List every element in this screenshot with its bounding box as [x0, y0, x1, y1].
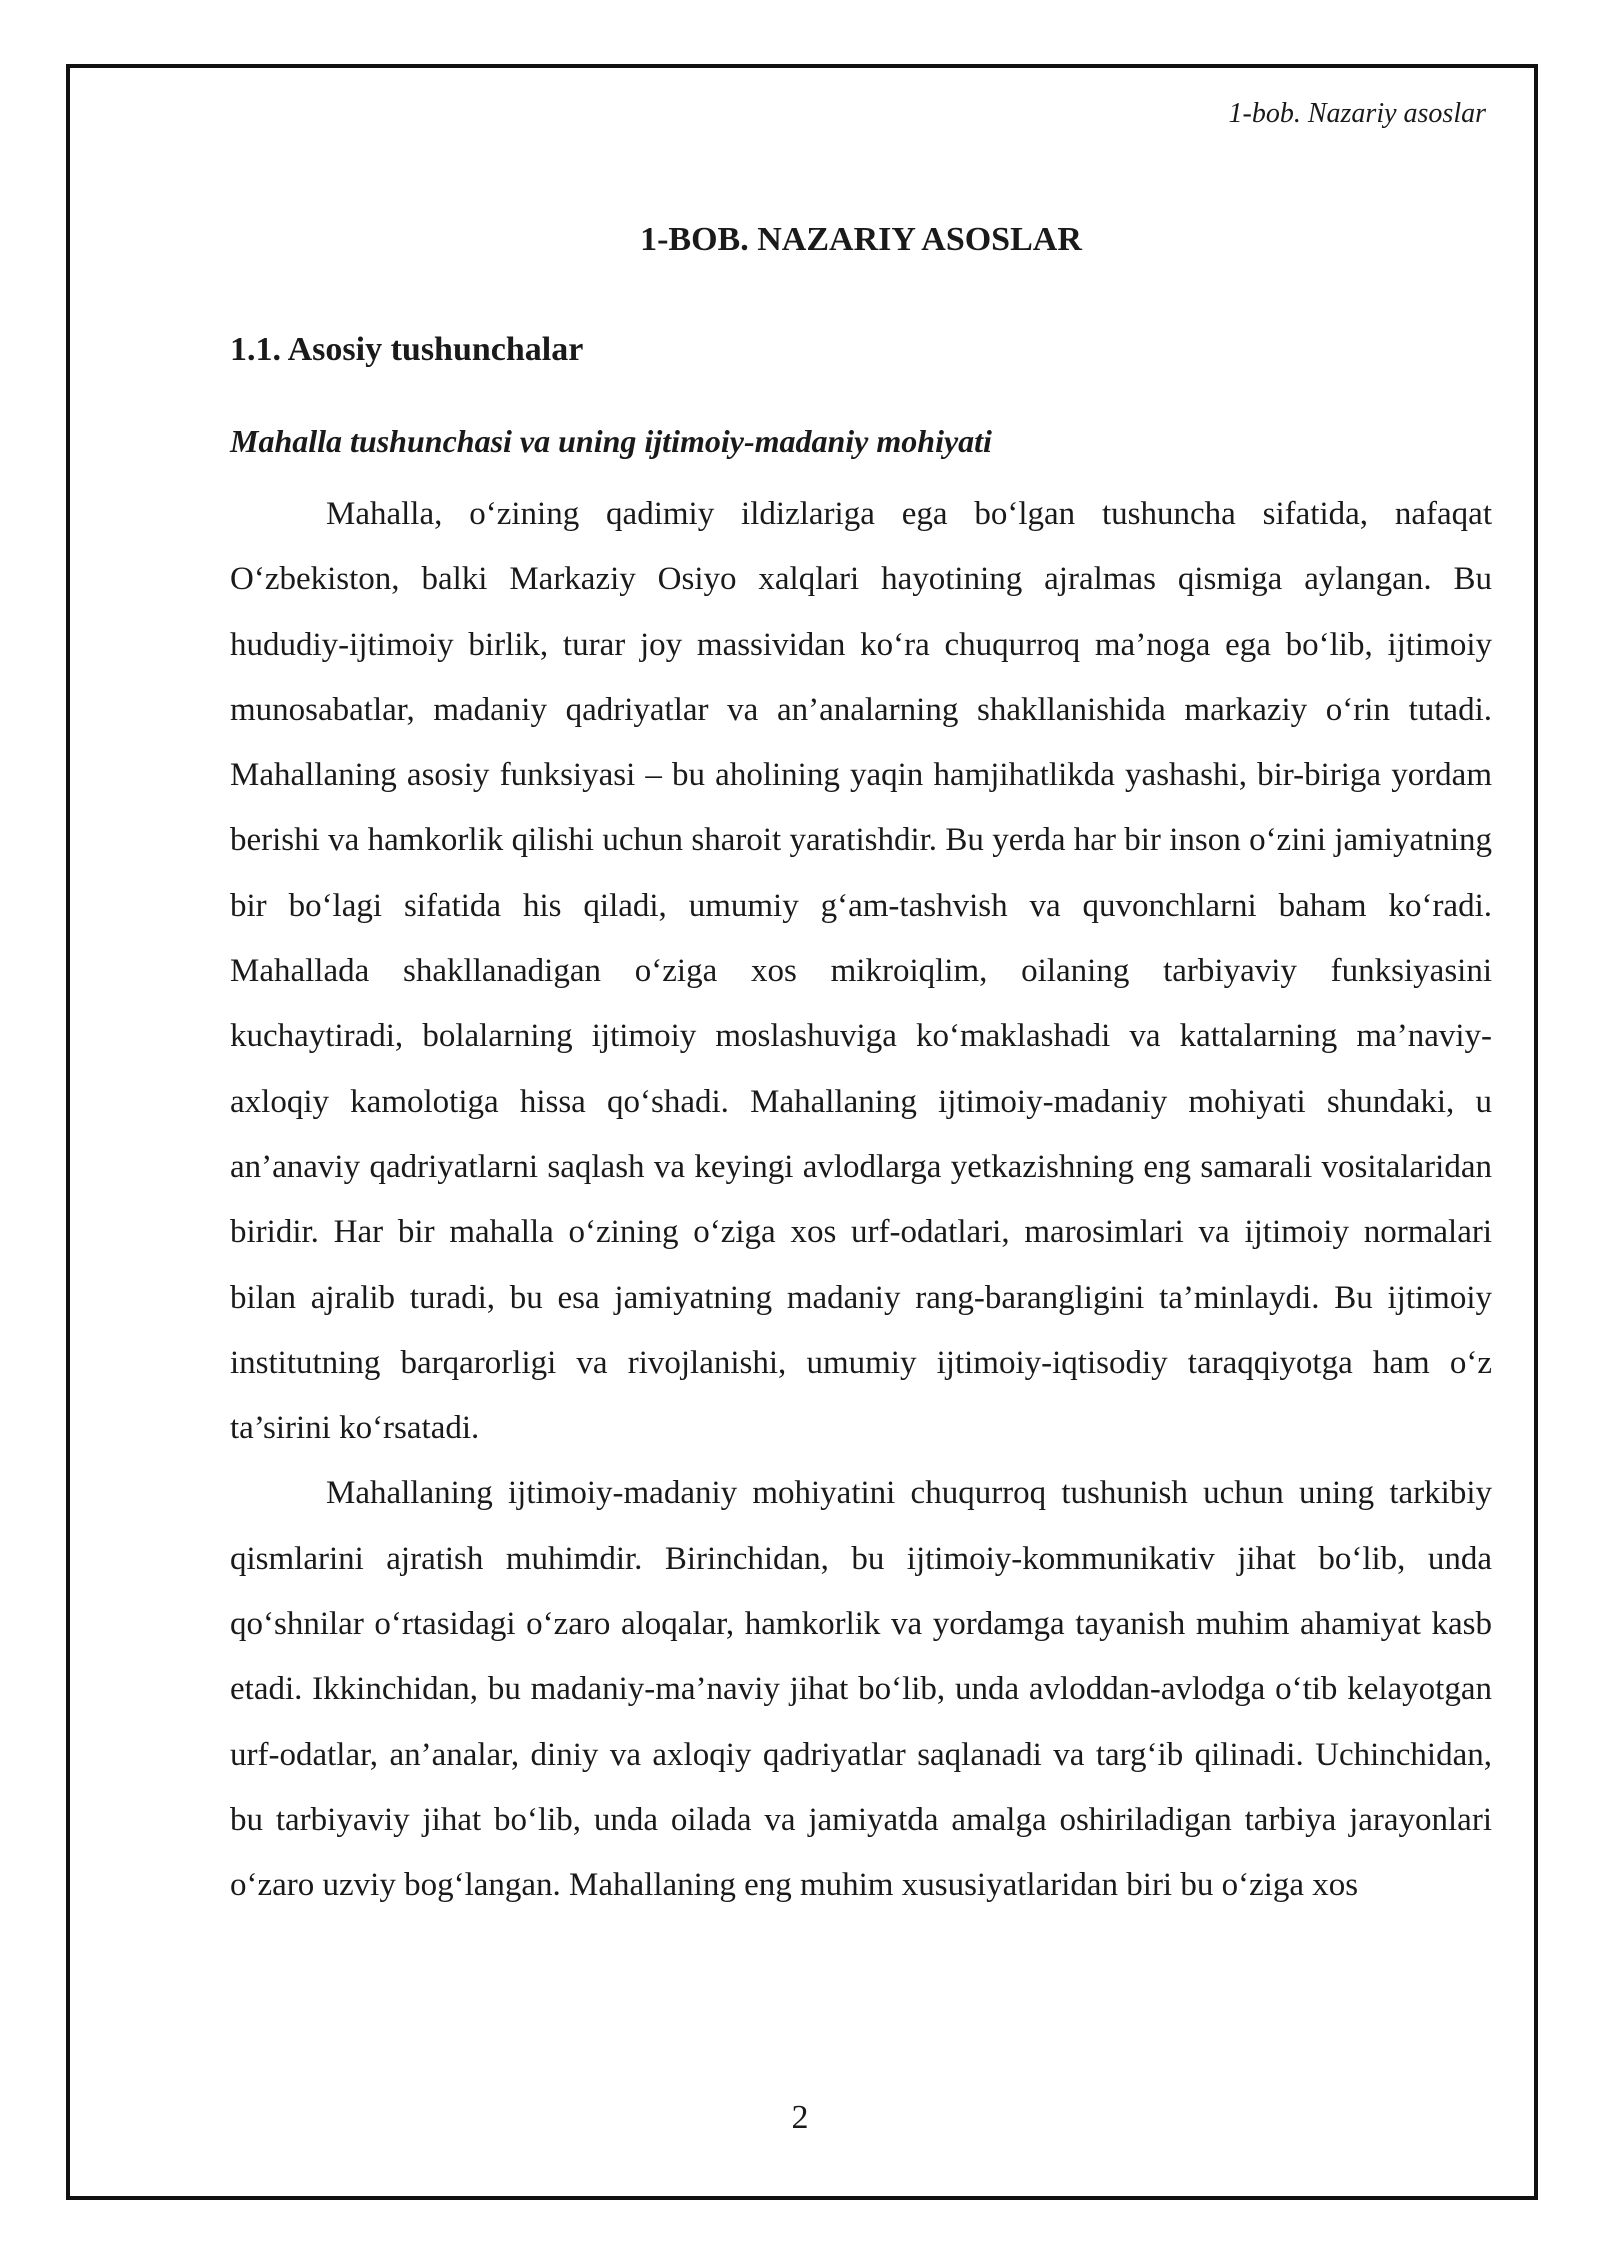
chapter-title: 1-BOB. NAZARIY ASOSLAR	[640, 221, 1082, 258]
paragraph: Mahallaning ijtimoiy-madaniy mohiyatini chuqurroq tushunish uchun uning tarkibiy qismlarini ajratish muhimdir. Birinchidan, bu ijtimoiy-kommunikativ jihat bo‘lib, unda qo‘shnilar o‘rtasidagi o‘zaro aloqalar, hamkorlik va yordamga tayanish muhim ahamiyat kasb etadi. Ikkinchidan, bu madaniy-ma’naviy jihat bo‘lib, unda avloddan-avlodga o‘tib kelayotgan urf-odatlar, an’analar, diniy va axloqiy qadriyatlar saqlanadi va targ‘ib qilinadi. Uchinchidan, bu tarbiyaviy jihat bo‘lib, unda oilada va jamiyatda amalga oshiriladigan tarbiya jarayonlari o‘zaro uzviy bog‘langan. Mahallaning eng muhim xususiyatlaridan biri bu o‘ziga xos	[230, 1475, 1492, 1904]
running-header: 1-bob. Nazariy asoslar	[1228, 98, 1486, 129]
paragraph: Mahalla, o‘zining qadimiy ildizlariga ega bo‘lgan tushuncha sifatida, nafaqat O‘zbekiston, balki Markaziy Osiyo xalqlari hayotining ajralmas qismiga aylangan. Bu hududiy-ijtimoiy birlik, turar joy massividan ko‘ra chuqurroq ma’noga ega bo‘lib, ijtimoiy munosabatlar, madaniy qadriyatlar va an’analarning shakllanishida markaziy o‘rin tutadi. Mahallaning asosiy funksiyasi – bu aholining yaqin hamjihatlikda yashashi, bir-biriga yordam berishi va hamkorlik qilishi uchun sharoit yaratishdir. Bu yerda har bir inson o‘zini jamiyatning bir bo‘lagi sifatida his qiladi, umumiy g‘am-tashvish va quvonchlarni baham ko‘radi. Mahallada shakllanadigan o‘ziga xos mikroiqlim, oilaning tarbiyaviy funksiyasini kuchaytiradi, bolalarning ijtimoiy moslashuviga ko‘maklashadi va kattalarning ma’naviy-axloqiy kamolotiga hissa qo‘shadi. Mahallaning ijtimoiy-madaniy mohiyati shundaki, u an’anaviy qadriyatlarni saqlash va keyingi avlodlarga yetkazishning eng samarali vositalaridan biridir. Har bir mahalla o‘zining o‘ziga xos urf-odatlari, marosimlari va ijtimoiy normalari bilan ajralib turadi, bu esa jamiyatning madaniy rang-barangligini ta’minlaydi. Bu ijtimoiy institutning barqarorligi va rivojlanishi, umumiy ijtimoiy-iqtisodiy taraqqiyotga ham o‘z ta’sirini ko‘rsatadi.	[230, 496, 1492, 1447]
body-text	[230, 482, 1492, 1919]
section-title: 1.1. Asosiy tushunchalar	[230, 331, 584, 368]
page-number: 2	[791, 2099, 809, 2136]
subsection-title: Mahalla tushunchasi va uning ijtimoiy-madaniy mohiyati	[230, 423, 992, 459]
